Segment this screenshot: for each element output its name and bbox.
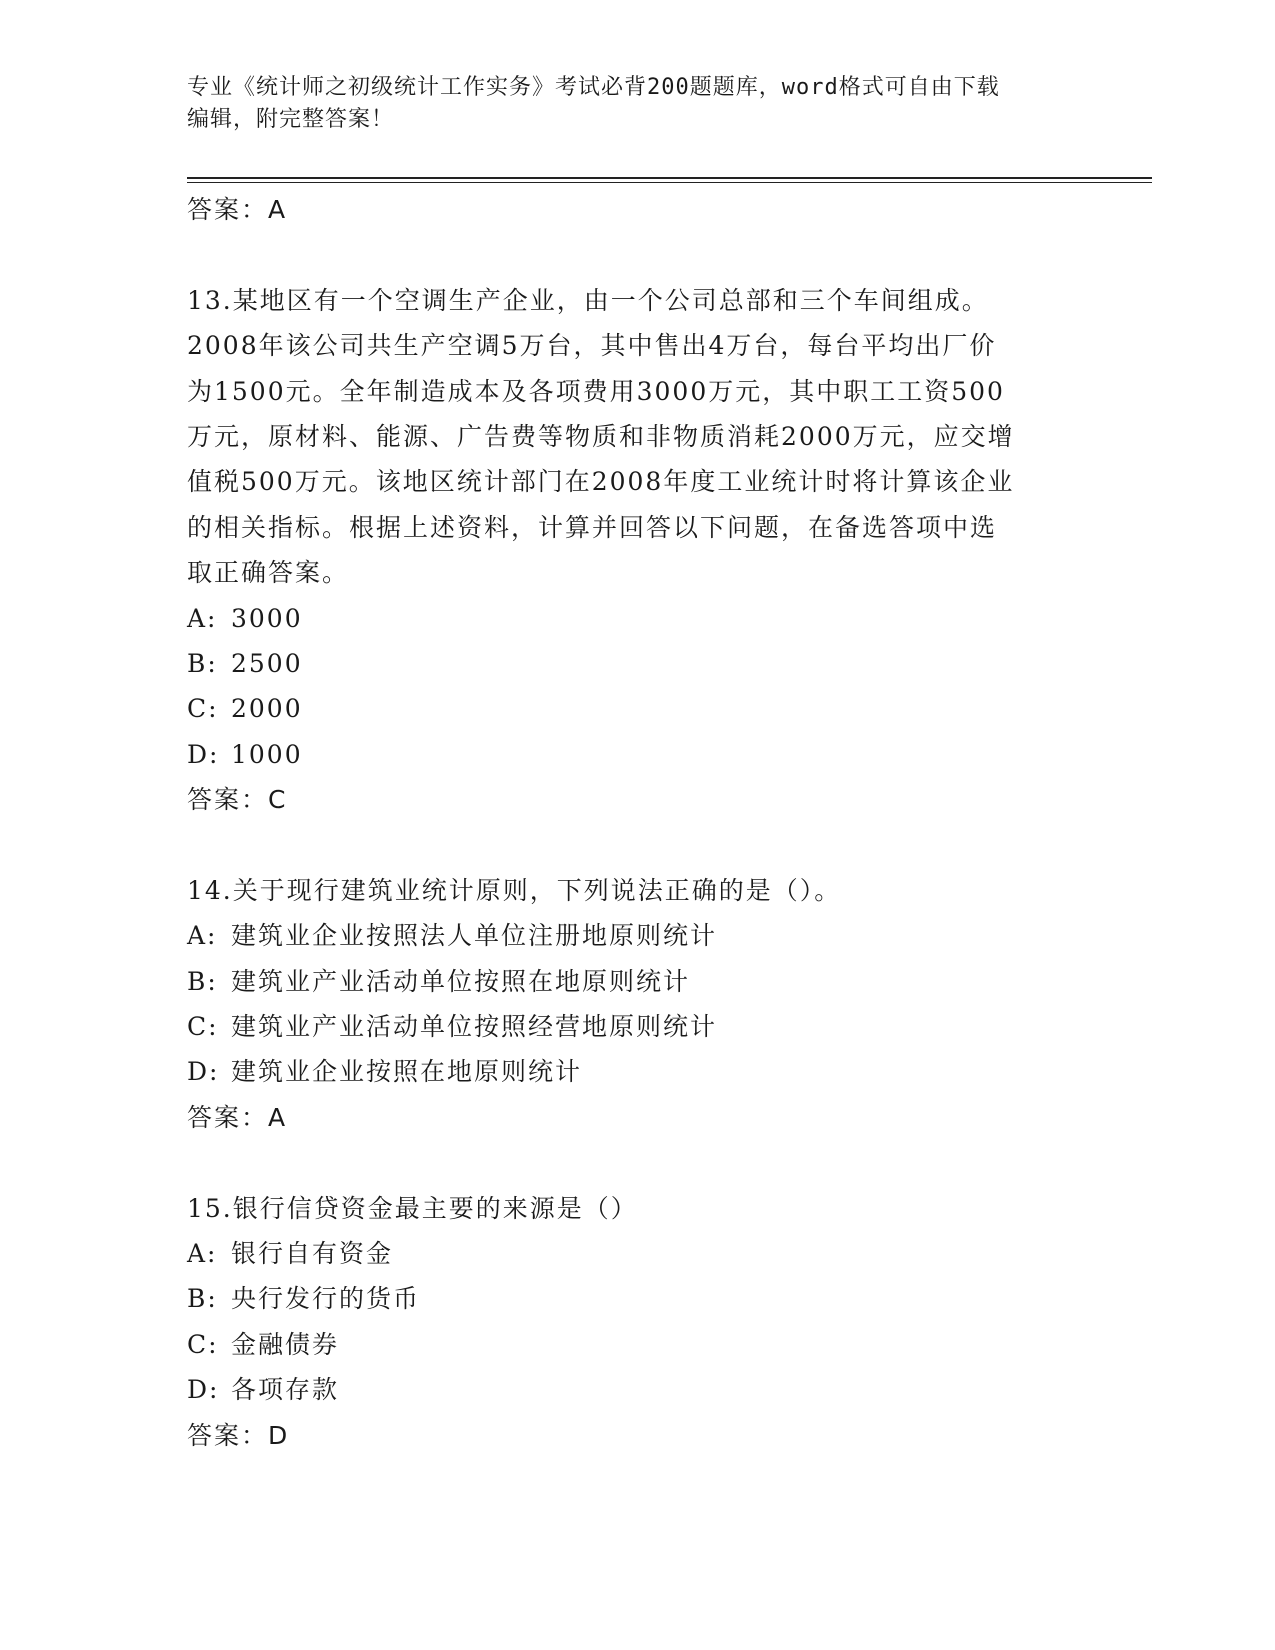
option-label: D: [187,1375,220,1405]
header-divider-thick [187,177,1152,179]
question-stem-line: 值税500万元。该地区统计部门在2008年度工业统计时将计算该企业 [187,467,1015,497]
option-label: D: [187,739,220,769]
question-stem-line: 万元，原材料、能源、广告费等物质和非物质消耗2000万元，应交增 [187,421,1015,451]
header-line-2: 编辑，附完整答案！ [187,107,395,132]
header-divider-thin [187,182,1152,183]
question-14 [187,868,1087,1140]
option-label: C: [187,1329,219,1359]
option-text: 建筑业企业按照法人单位注册地原则统计 [231,921,718,951]
option-a [187,1231,1087,1276]
spacer [187,232,1087,277]
option-text: 2000 [231,694,303,724]
option-a [187,913,1087,958]
option-label: A: [187,1238,218,1268]
option-text: 2500 [231,648,303,678]
answer: 答案：A [187,1102,288,1132]
option-label: A: [187,603,218,633]
option-c [187,686,1087,731]
option-label: B: [187,648,218,678]
option-text: 建筑业企业按照在地原则统计 [231,1057,583,1087]
question-13 [187,278,1087,823]
document-body [187,187,1087,1458]
answer: 答案：D [187,1420,290,1450]
question-stem-line: 为1500元。全年制造成本及各项费用3000万元，其中职工工资500 [187,376,1005,406]
option-label: B: [187,966,218,996]
option-text: 3000 [231,603,303,633]
question-stem-line: 的相关指标。根据上述资料，计算并回答以下问题，在备选答项中选 [187,512,998,542]
option-label: A: [187,921,218,951]
option-text: 1000 [231,739,303,769]
question-stem-line: 13.某地区有一个空调生产企业，由一个公司总部和三个车间组成。 [187,285,989,315]
option-c [187,1322,1087,1367]
option-c [187,1004,1087,1049]
page-header [187,72,1067,136]
option-text: 建筑业产业活动单位按照在地原则统计 [231,966,691,996]
option-b [187,641,1087,686]
option-d [187,1367,1087,1412]
option-d [187,732,1087,777]
option-b [187,959,1087,1004]
answer: 答案：C [187,785,288,815]
question-stem-line: 2008年该公司共生产空调5万台，其中售出4万台，每台平均出厂价 [187,331,997,361]
question-stem: 14.关于现行建筑业统计原则，下列说法正确的是（）。 [187,875,842,905]
option-label: C: [187,1012,219,1042]
header-line-1: 专业《统计师之初级统计工作实务》考试必背200题题库，word格式可自由下载 [187,75,1000,100]
option-text: 央行发行的货币 [231,1284,421,1314]
option-text: 金融债券 [231,1329,340,1359]
option-label: B: [187,1284,218,1314]
option-b [187,1276,1087,1321]
option-a [187,596,1087,641]
question-stem-line: 取正确答案。 [187,558,350,588]
option-label: C: [187,694,219,724]
option-text: 各项存款 [231,1375,340,1405]
spacer [187,1140,1087,1185]
option-text: 银行自有资金 [231,1238,394,1268]
prev-answer: 答案：A [187,195,288,224]
option-label: D: [187,1057,220,1087]
spacer [187,822,1087,867]
question-15 [187,1186,1087,1458]
option-d [187,1049,1087,1094]
option-text: 建筑业产业活动单位按照经营地原则统计 [231,1012,718,1042]
question-stem: 15.银行信贷资金最主要的来源是（） [187,1193,638,1223]
